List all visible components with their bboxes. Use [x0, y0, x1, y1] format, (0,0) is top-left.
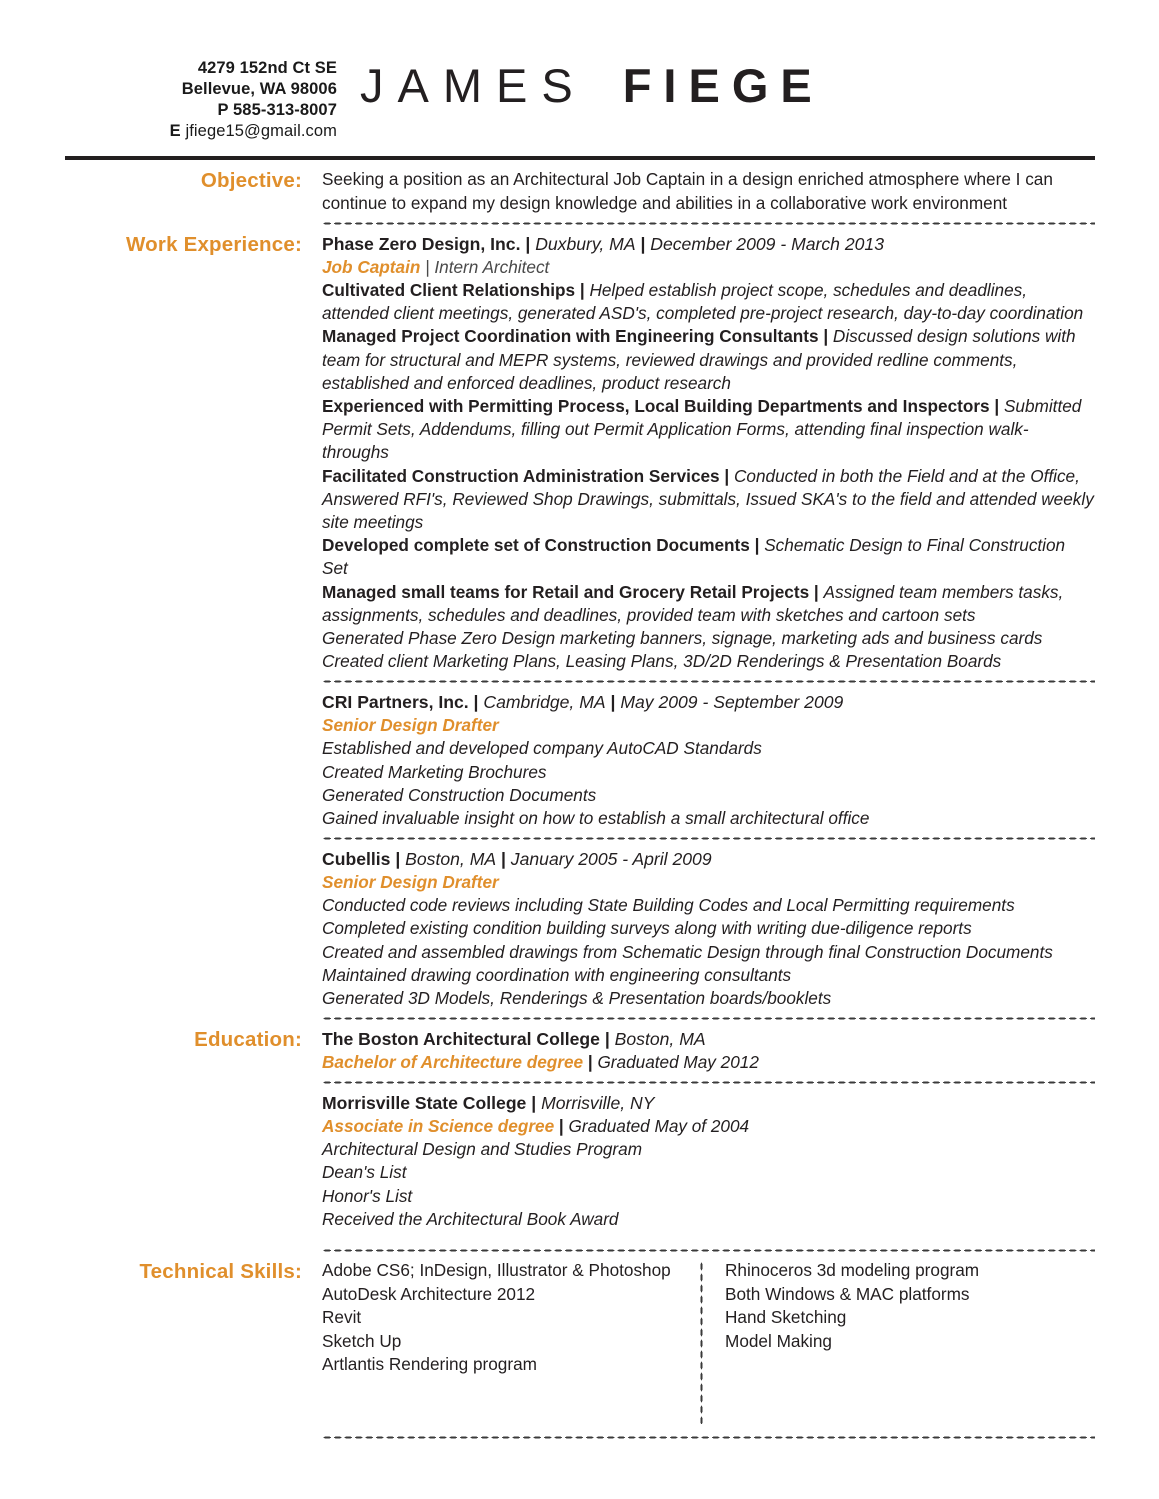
- section-objective: [0, 168, 1159, 215]
- graduation-date: Graduated May of 2004: [568, 1116, 750, 1137]
- skill-item: Artlantis Rendering program: [322, 1354, 537, 1375]
- job-dates: May 2009 - September 2009: [620, 692, 844, 713]
- job-bullet: Facilitated Construction Administration Services | Conducted in both the Field and at the Office, Answered RFI's, Reviewed Shop Drawings, submittals, Issued SKA's to the field and attended weekly site meetings: [322, 465, 1094, 533]
- section-heading-work-experience: Work Experience:: [126, 233, 302, 256]
- job-title-line: [322, 714, 1095, 737]
- job-company: Cubellis: [322, 849, 391, 870]
- address-line-1: 4279 152nd Ct SE: [197, 59, 337, 77]
- section-technical-skills: [0, 1259, 1159, 1424]
- section-work-experience: [0, 232, 1159, 1010]
- job-entry: [322, 690, 1095, 830]
- phone-line: [65, 100, 337, 121]
- skill-item: Revit: [322, 1307, 362, 1328]
- job-bullet: Created Marketing Brochures: [322, 761, 547, 782]
- page-title: [360, 58, 824, 114]
- skill-item: Adobe CS6; InDesign, Illustrator & Photoshop: [322, 1260, 671, 1281]
- separator-before-education: [0, 1017, 1159, 1020]
- skills-gutter: [0, 1259, 322, 1424]
- skill-item: Hand Sketching: [725, 1307, 847, 1328]
- job-org-line: CRI Partners, Inc. | Cambridge, MA | May 2009 - September 2009: [322, 692, 844, 713]
- bullet-detail: Conducted in both the Field and at the Office, Answered RFI's, Reviewed Shop Drawings, submittals, Issued SKA's to the field and attended weekly site meetings: [322, 465, 1094, 533]
- degree-line: Associate in Science degree | Graduated May of 2004: [322, 1116, 750, 1137]
- education-gutter: [0, 1027, 322, 1231]
- resume-body: [0, 168, 1159, 1446]
- job-title: Job Captain: [322, 257, 421, 277]
- skill-item: AutoDesk Architecture 2012: [322, 1283, 536, 1304]
- job-dates: January 2005 - April 2009: [510, 849, 712, 870]
- section-heading-technical-skills: Technical Skills:: [139, 1260, 302, 1284]
- job-bullet: Generated Phase Zero Design marketing banners, signage, marketing ads and business cards: [322, 628, 1043, 649]
- job-bullet: Generated Construction Documents: [322, 784, 597, 805]
- bullet-detail: Schematic Design to Final Construction Set: [322, 535, 1066, 579]
- job-title-line: Job Captain | Intern Architect: [322, 257, 550, 277]
- email-value[interactable]: jfiege15@gmail.com: [185, 122, 337, 140]
- education-note: Honor's List: [322, 1185, 413, 1206]
- job-location: Duxbury, MA: [535, 234, 636, 254]
- bullet-detail: Submitted Permit Sets, Addendums, filling out Permit Application Forms, attending final inspection walk-throughs: [322, 396, 1082, 463]
- job-org-line: Phase Zero Design, Inc. | Duxbury, MA | December 2009 - March 2013: [322, 234, 884, 254]
- degree-line: Bachelor of Architecture degree | Graduated May 2012: [322, 1052, 759, 1073]
- job-bullet: Experienced with Permitting Process, Local Building Departments and Inspectors | Submitted Permit Sets, Addendums, filling out Permit Application Forms, attending final inspection walk-throughs: [322, 396, 1082, 463]
- resume-header: [0, 0, 1159, 168]
- phone-label: P: [217, 101, 229, 119]
- job-bullet: Developed complete set of Construction Documents | Schematic Design to Final Construction Set: [322, 535, 1066, 579]
- degree-name: Associate in Science degree: [322, 1116, 555, 1137]
- job-bullet: Cultivated Client Relationships | Helped establish project scope, schedules and deadlines, attended client meetings, generated ASD's, completed pre-project research, day-to-day coordination: [322, 280, 1084, 324]
- bullet-lead: Cultivated Client Relationships: [322, 280, 576, 300]
- separator-between-jobs: [322, 680, 1095, 683]
- skills-content: [322, 1259, 1159, 1424]
- job-location: Cambridge, MA: [483, 692, 606, 713]
- job-entry: [322, 847, 1095, 1010]
- job-bullet: Established and developed company AutoCAD Standards: [322, 738, 762, 759]
- degree-name: Bachelor of Architecture degree: [322, 1052, 584, 1073]
- separator-between-schools: [322, 1081, 1095, 1084]
- education-note: Dean's List: [322, 1162, 407, 1183]
- skills-column-right: [703, 1259, 979, 1424]
- objective-content: [322, 168, 1159, 215]
- bullet-lead: Managed Project Coordination with Engineering Consultants: [322, 326, 819, 347]
- phone-value: 585-313-8007: [233, 101, 337, 119]
- section-heading-education: Education:: [194, 1028, 302, 1052]
- name-first: JAMES: [360, 59, 587, 112]
- section-education: [0, 1027, 1159, 1231]
- skills-columns: [322, 1259, 1095, 1424]
- school-name: The Boston Architectural College: [322, 1029, 600, 1050]
- job-title-line: [322, 871, 1095, 894]
- education-note: Received the Architectural Book Award: [322, 1208, 619, 1229]
- separator-bottom: [0, 1436, 1159, 1439]
- education-entry: [322, 1027, 1095, 1074]
- school-location: Morrisville, NY: [541, 1093, 655, 1114]
- job-company: CRI Partners, Inc.: [322, 692, 469, 713]
- skill-item: Rhinoceros 3d modeling program: [725, 1260, 980, 1281]
- contact-block: [65, 58, 337, 142]
- school-line: Morrisville State College | Morrisville, NY: [322, 1093, 655, 1114]
- job-bullet: Managed Project Coordination with Engineering Consultants | Discussed design solutions with team for structural and MEPR systems, reviewed drawings and provided redline comments, established and enforced deadlines, product research: [322, 326, 1076, 393]
- job-company: Phase Zero Design, Inc.: [322, 234, 521, 254]
- job-bullet: Created client Marketing Plans, Leasing Plans, 3D/2D Renderings & Presentation Boards: [322, 651, 1002, 672]
- job-bullet: Created and assembled drawings from Schematic Design through final Construction Documents: [322, 941, 1053, 962]
- work-gutter: [0, 232, 322, 1010]
- email-line: [65, 121, 337, 142]
- bullet-lead: Facilitated Construction Administration Services: [322, 465, 720, 486]
- section-heading-objective: Objective:: [200, 169, 302, 192]
- job-location: Boston, MA: [405, 849, 497, 870]
- job-bullet: Maintained drawing coordination with engineering consultants: [322, 964, 792, 985]
- job-org-line: Cubellis | Boston, MA | January 2005 - April 2009: [322, 849, 712, 870]
- bullet-lead: Experienced with Permitting Process, Local Building Departments and Inspectors: [322, 396, 990, 417]
- school-location: Boston, MA: [614, 1029, 706, 1050]
- job-title-alt: Intern Architect: [434, 257, 550, 277]
- bullet-detail: Helped establish project scope, schedules and deadlines, attended client meetings, generated ASD's, completed pre-project research, day-to-day coordination: [322, 280, 1084, 324]
- job-bullet: Managed small teams for Retail and Grocery Retail Projects | Assigned team members tasks, assignments, schedules and deadlines, provided team with sketches and cartoon sets: [322, 581, 1064, 625]
- education-note: Architectural Design and Studies Program: [322, 1139, 643, 1160]
- separator-after-objective: [0, 222, 1159, 225]
- job-title: Senior Design Drafter: [322, 872, 499, 893]
- job-bullet: Gained invaluable insight on how to establish a small architectural office: [322, 808, 870, 829]
- education-entry: [322, 1091, 1095, 1231]
- school-line: The Boston Architectural College | Boston, MA: [322, 1029, 706, 1050]
- skill-item: Model Making: [725, 1330, 832, 1351]
- bullet-detail: Assigned team members tasks, assignments, schedules and deadlines, provided team with sketches and cartoon sets: [322, 581, 1064, 625]
- job-title: Senior Design Drafter: [322, 715, 499, 736]
- graduation-date: Graduated May 2012: [597, 1052, 759, 1073]
- skill-item: Both Windows & MAC platforms: [725, 1283, 970, 1304]
- objective-gutter: [0, 168, 322, 215]
- job-entry: [322, 232, 1095, 673]
- job-bullet: Conducted code reviews including State Building Codes and Local Permitting requirements: [322, 895, 1015, 916]
- address-line-2: Bellevue, WA 98006: [181, 80, 337, 98]
- education-content: [322, 1027, 1159, 1231]
- bullet-lead: Managed small teams for Retail and Grocery Retail Projects: [322, 581, 810, 602]
- bullet-lead: Developed complete set of Construction Documents: [322, 535, 750, 556]
- school-name: Morrisville State College: [322, 1093, 527, 1114]
- separator-between-jobs: [322, 837, 1095, 840]
- email-label: E: [169, 122, 181, 140]
- skills-column-left: [322, 1259, 700, 1424]
- work-content: [322, 232, 1159, 1010]
- job-bullet: Completed existing condition building surveys along with writing due-diligence reports: [322, 918, 972, 939]
- job-dates: December 2009 - March 2013: [650, 234, 884, 254]
- job-bullet: Generated 3D Models, Renderings & Presentation boards/booklets: [322, 988, 832, 1009]
- header-divider: [65, 156, 1095, 160]
- bullet-detail: Discussed design solutions with team for structural and MEPR systems, reviewed drawings and provided redline comments, established and enforced deadlines, product research: [322, 326, 1076, 393]
- separator-before-skills: [0, 1249, 1159, 1252]
- name-last: FIEGE: [622, 59, 824, 112]
- objective-text: Seeking a position as an Architectural Job Captain in a design enriched atmosphere where I can continue to expand my design knowledge and abilities in a collaborative work environment: [322, 169, 1053, 213]
- skill-item: Sketch Up: [322, 1330, 402, 1351]
